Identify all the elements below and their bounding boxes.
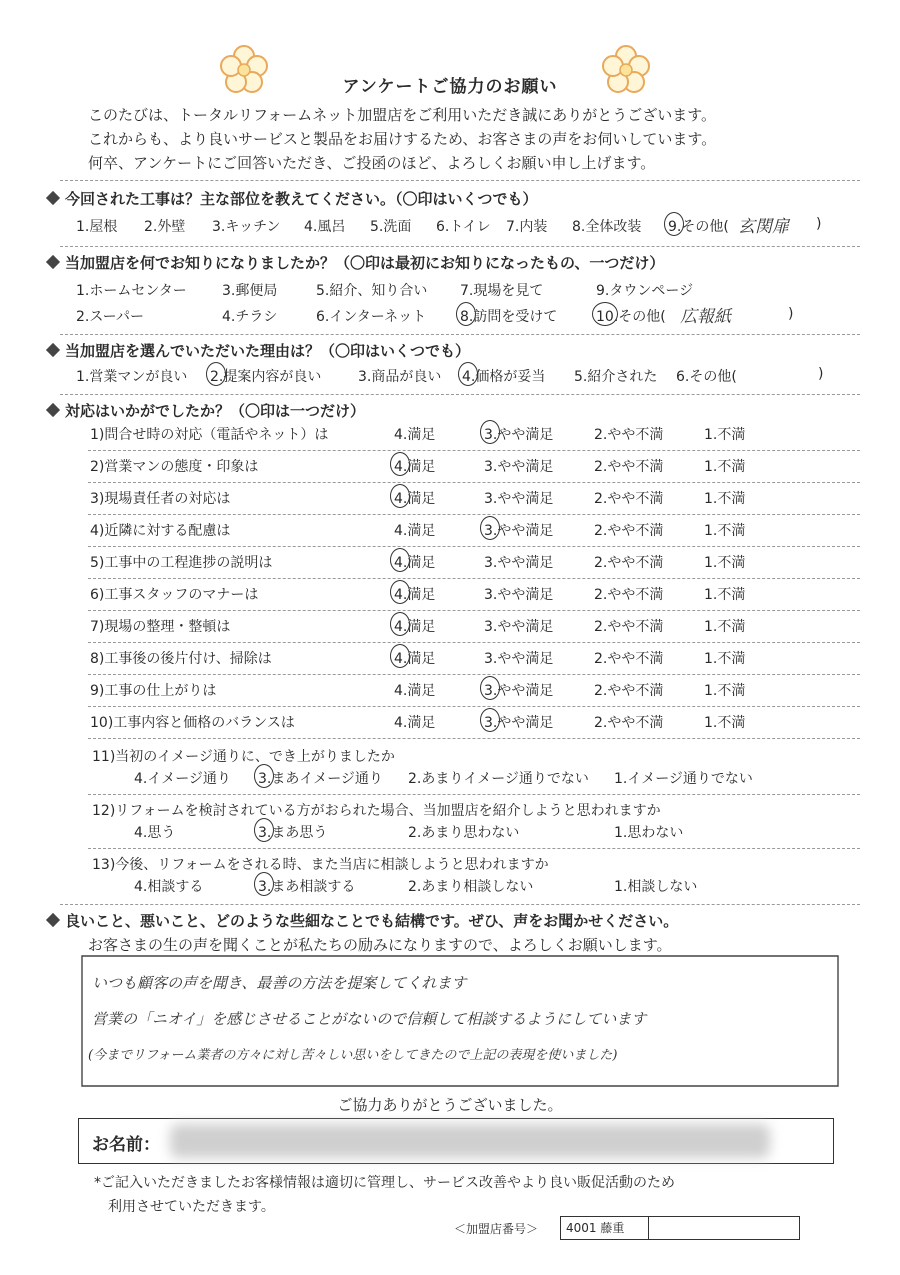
q4-rating-option[interactable]: 4.満足 [394, 491, 436, 507]
privacy-note-1: *ご記入いただきましたお客様情報は適切に管理し、サービス改善やより良い販促活動のため [94, 1175, 675, 1191]
q4-rating-option[interactable]: 4.満足 [394, 555, 436, 571]
intro-line-2: これからも、より良いサービスと製品をお届けするため、お客さまの声をお伺いしています。 [88, 130, 717, 148]
q13-title: 13)今後、リフォームをされる時、また当店に相談しようと思われますか [92, 857, 549, 873]
q1-option[interactable]: 4.風呂 [304, 219, 346, 235]
selection-circle [206, 362, 226, 386]
q4-rating-option[interactable]: 3.やや満足 [484, 619, 554, 635]
q4-rating-option[interactable]: 1.不満 [704, 459, 746, 475]
q11-option[interactable]: 2.あまりイメージ通りでない [408, 771, 589, 787]
selection-circle [458, 362, 478, 386]
selection-circle [480, 516, 500, 540]
q4-rating-option[interactable]: 3.やや満足 [484, 523, 554, 539]
q4-rating-option[interactable]: 2.やや不満 [594, 491, 664, 507]
q4-row-label: 4)近隣に対する配慮は [90, 523, 231, 539]
q4-row-label: 2)営業マンの態度・印象は [90, 459, 259, 475]
q4-rating-option[interactable]: 1.不満 [704, 587, 746, 603]
store-number-divider [648, 1216, 649, 1240]
q2-option[interactable]: 9.タウンページ [596, 283, 694, 299]
q4-rating-option[interactable]: 4.満足 [394, 459, 436, 475]
thanks-text: ご協力ありがとうございました。 [337, 1096, 563, 1114]
q4-row-label: 5)工事中の工程進捗の説明は [90, 555, 273, 571]
q4-rating-option[interactable]: 2.やや不満 [594, 555, 664, 571]
q2-title: 当加盟店を何でお知りになりましたか？（〇印は最初にお知りになったもの、一つだけ） [48, 252, 664, 273]
q2-option[interactable]: 1.ホームセンター [76, 283, 187, 299]
selection-circle [480, 708, 500, 732]
divider [60, 394, 860, 395]
page-title: アンケートご協力のお願い [342, 77, 558, 97]
divider [88, 546, 860, 547]
q2-option[interactable]: 6.インターネット [316, 309, 427, 325]
q3-option-close: ) [818, 366, 824, 382]
q4-rating-option[interactable]: 3.やや満足 [484, 715, 554, 731]
q4-rating-option[interactable]: 3.やや満足 [484, 491, 554, 507]
q12-option[interactable]: 2.あまり思わない [408, 825, 520, 841]
selection-circle [456, 302, 476, 326]
q4-rating-option[interactable]: 1.不満 [704, 491, 746, 507]
q4-rating-option[interactable]: 1.不満 [704, 427, 746, 443]
divider [88, 642, 860, 643]
q12-option[interactable]: 3.まあ思う [258, 825, 328, 841]
store-number-label: ＜加盟店番号＞ [454, 1222, 539, 1236]
q1-option[interactable]: 7.内装 [506, 219, 548, 235]
comment-line-3[interactable]: (今までリフォーム業者の方々に対し苦々しい思いをしてきたので上記の表現を使いました) [88, 1048, 618, 1063]
q4-rating-option[interactable]: 4.満足 [394, 651, 436, 667]
q4-rating-option[interactable]: 2.やや不満 [594, 683, 664, 699]
selection-circle [254, 818, 274, 842]
q3-option[interactable]: 3.商品が良い [358, 369, 442, 385]
q4-row-label: 3)現場責任者の対応は [90, 491, 231, 507]
divider [88, 482, 860, 483]
selection-circle [390, 484, 410, 508]
q3-title: 当加盟店を選んでいただいた理由は？（〇印はいくつでも） [48, 340, 470, 361]
q4-rating-option[interactable]: 4.満足 [394, 683, 436, 699]
q4-rating-option[interactable]: 3.やや満足 [484, 651, 554, 667]
q4-rating-option[interactable]: 4.満足 [394, 427, 436, 443]
q3-option[interactable]: 4.価格が妥当 [462, 369, 546, 385]
q1-option[interactable]: 6.トイレ [436, 219, 491, 235]
intro-line-3: 何卒、アンケートにご回答いただき、ご投函のほど、よろしくお願い申し上げます。 [88, 154, 656, 172]
q4-rating-option[interactable]: 4.満足 [394, 587, 436, 603]
q12-option[interactable]: 4.思う [134, 825, 176, 841]
q1-option[interactable]: 5.洗面 [370, 219, 412, 235]
q2-option[interactable]: 8.訪問を受けて [460, 309, 558, 325]
q13-option[interactable]: 4.相談する [134, 879, 204, 895]
selection-circle [592, 302, 618, 326]
q4-rating-option[interactable]: 4.満足 [394, 523, 436, 539]
q3-option[interactable]: 5.紹介された [574, 369, 658, 385]
q4-rating-option[interactable]: 2.やや不満 [594, 715, 664, 731]
q1-title: 今回された工事は？主な部位を教えてください。（〇印はいくつでも） [48, 188, 538, 209]
q3-option[interactable]: 6.その他( [676, 369, 737, 385]
q2-option[interactable]: 2.スーパー [76, 309, 144, 325]
q4-row-label: 9)工事の仕上がりは [90, 683, 217, 699]
q1-option-close: ) [816, 216, 822, 232]
q4-rating-option[interactable]: 3.やや満足 [484, 587, 554, 603]
q11-option[interactable]: 3.まあイメージ通り [258, 771, 383, 787]
q2-option-close: ) [788, 306, 794, 322]
selection-circle [390, 612, 410, 636]
q4-rating-option[interactable]: 1.不満 [704, 651, 746, 667]
q4-row-label: 8)工事後の後片付け、掃除は [90, 651, 272, 667]
q1-other-handwritten: 玄関扉 [738, 217, 789, 237]
name-field-redacted[interactable] [170, 1124, 770, 1158]
q11-option[interactable]: 1.イメージ通りでない [614, 771, 753, 787]
q4-rating-option[interactable]: 2.やや不満 [594, 587, 664, 603]
q11-title: 11)当初のイメージ通りに、でき上がりましたか [92, 749, 395, 765]
q4-row-label: 10)工事内容と価格のバランスは [90, 715, 295, 731]
q13-option[interactable]: 1.相談しない [614, 879, 698, 895]
selection-circle [390, 548, 410, 572]
q4-row-label: 6)工事スタッフのマナーは [90, 587, 259, 603]
comment-line-1[interactable]: いつも顧客の声を聞き、最善の方法を提案してくれます [92, 974, 467, 992]
q4-rating-option[interactable]: 3.やや満足 [484, 555, 554, 571]
q4-rating-option[interactable]: 4.満足 [394, 619, 436, 635]
divider [60, 334, 860, 335]
selection-circle [390, 580, 410, 604]
q2-option[interactable]: 7.現場を見て [460, 283, 544, 299]
q4-row-label: 1)問合せ時の対応（電話やネット）は [90, 427, 329, 443]
divider [88, 848, 860, 849]
q3-option[interactable]: 2.提案内容が良い [210, 369, 322, 385]
selection-circle [254, 764, 274, 788]
q2-other-handwritten: 広報紙 [680, 307, 731, 327]
q4-rating-option[interactable]: 3.やや満足 [484, 683, 554, 699]
q4-rating-option[interactable]: 1.不満 [704, 555, 746, 571]
q13-option[interactable]: 3.まあ相談する [258, 879, 356, 895]
q1-option[interactable]: 1.屋根 [76, 219, 118, 235]
q4-rating-option[interactable]: 4.満足 [394, 715, 436, 731]
q4-rating-option[interactable]: 1.不満 [704, 523, 746, 539]
q4-rating-option[interactable]: 1.不満 [704, 683, 746, 699]
divider [88, 450, 860, 451]
q4-rating-option[interactable]: 2.やや不満 [594, 523, 664, 539]
privacy-note-2: 利用させていただきます。 [108, 1199, 275, 1215]
divider [60, 246, 860, 247]
q4-rating-option[interactable]: 2.やや不満 [594, 427, 664, 443]
q3-option[interactable]: 1.営業マンが良い [76, 369, 188, 385]
selection-circle [480, 676, 500, 700]
q12-title: 12)リフォームを検討されている方がおられた場合、当加盟店を紹介しようと思われますか [92, 803, 661, 819]
divider [60, 904, 860, 905]
selection-circle [254, 872, 274, 896]
q4-rating-option[interactable]: 2.やや不満 [594, 651, 664, 667]
comment-line-2[interactable]: 営業の「ニオイ」を感じさせることがないので信頼して相談するようにしています [92, 1010, 647, 1028]
q2-option[interactable]: 4.チラシ [222, 309, 278, 325]
q1-option[interactable]: 8.全体改装 [572, 219, 642, 235]
q4-rating-option[interactable]: 1.不満 [704, 619, 746, 635]
selection-circle [664, 212, 684, 236]
selection-circle [390, 452, 410, 476]
selection-circle [480, 420, 500, 444]
comments-subtitle: お客さまの生の声を聞くことが私たちの励みになりますので、よろしくお願いします。 [88, 936, 672, 954]
q4-rating-option[interactable]: 3.やや満足 [484, 459, 554, 475]
q4-rating-option[interactable]: 3.やや満足 [484, 427, 554, 443]
store-number-value: 4001 藤重 [566, 1221, 625, 1235]
selection-circle [390, 644, 410, 668]
divider [60, 180, 860, 181]
divider [88, 610, 860, 611]
q2-option[interactable]: 3.郵便局 [222, 283, 278, 299]
q2-option[interactable]: 5.紹介、知り合い [316, 283, 428, 299]
q13-option[interactable]: 2.あまり相談しない [408, 879, 534, 895]
divider [88, 674, 860, 675]
divider [88, 794, 860, 795]
comments-title: 良いこと、悪いこと、どのような些細なことでも結構です。ぜひ、声をお聞かせください。 [48, 910, 678, 931]
divider [88, 578, 860, 579]
q4-row-label: 7)現場の整理・整頓は [90, 619, 231, 635]
q4-rating-option[interactable]: 2.やや不満 [594, 459, 664, 475]
q12-option[interactable]: 1.思わない [614, 825, 684, 841]
q1-option[interactable]: 2.外壁 [144, 219, 186, 235]
intro-line-1: このたびは、トータルリフォームネット加盟店をご利用いただき誠にありがとうございます。 [88, 106, 717, 124]
q4-rating-option[interactable]: 1.不満 [704, 715, 746, 731]
q1-option[interactable]: 9.その他( [668, 219, 729, 235]
q1-option[interactable]: 3.キッチン [212, 219, 281, 235]
q4-title: 対応はいかがでしたか？（〇印は一つだけ） [48, 400, 365, 421]
name-label: お名前： [92, 1135, 160, 1155]
divider [88, 514, 860, 515]
divider [88, 738, 860, 739]
q2-option[interactable]: 10.その他( [596, 309, 666, 325]
divider [88, 706, 860, 707]
q11-option[interactable]: 4.イメージ通り [134, 771, 231, 787]
q4-rating-option[interactable]: 2.やや不満 [594, 619, 664, 635]
